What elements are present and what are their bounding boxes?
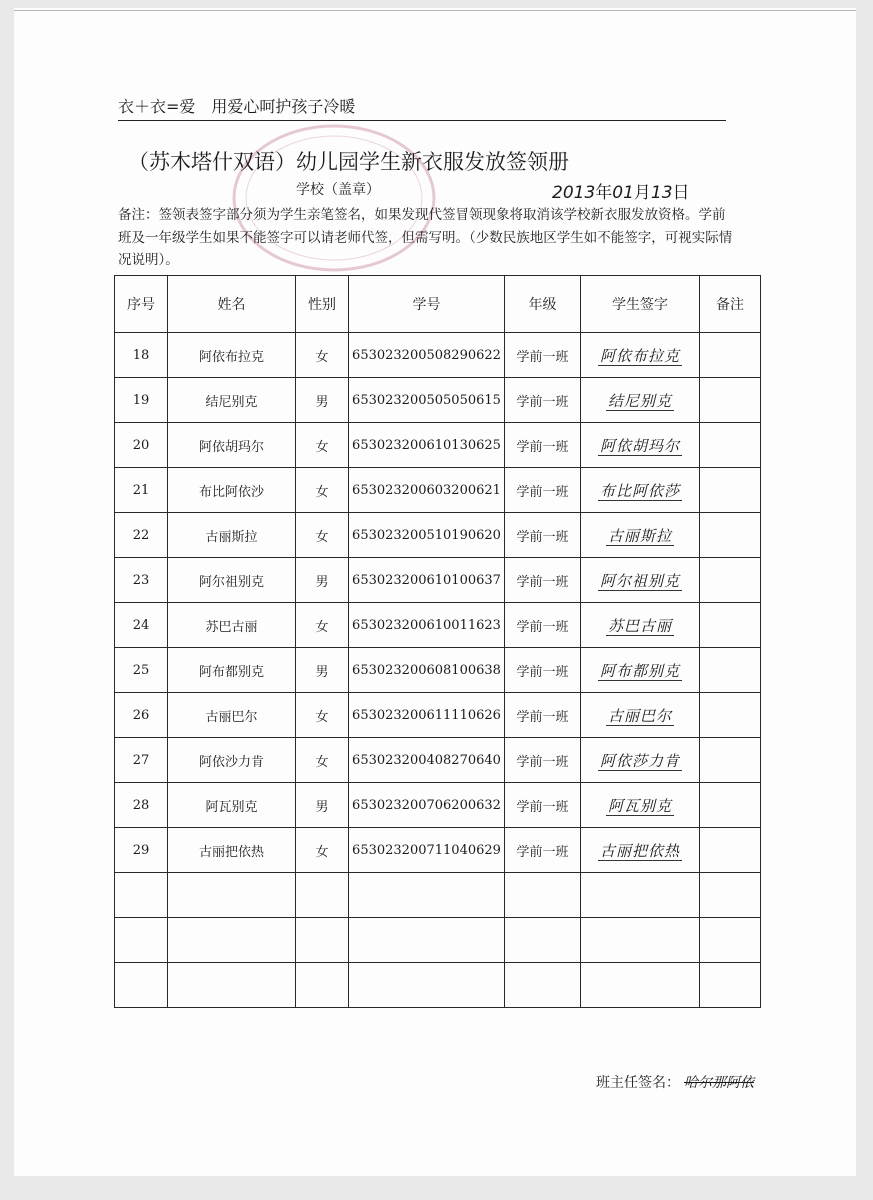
teacher-signature-label: 班主任签名： bbox=[596, 1075, 680, 1091]
table-row bbox=[115, 603, 761, 648]
student-name-cell: 阿依沙力肯 bbox=[168, 738, 296, 783]
student-id-cell: 653023200610130625 bbox=[349, 423, 505, 468]
table-row bbox=[115, 468, 761, 513]
remark-cell bbox=[700, 468, 761, 513]
grade-cell: 学前一班 bbox=[505, 648, 581, 693]
date-day: 13 bbox=[650, 183, 673, 203]
student-id-cell bbox=[349, 873, 505, 918]
table-row bbox=[115, 918, 761, 963]
row-index-cell bbox=[115, 963, 168, 1008]
gender-cell: 男 bbox=[296, 558, 349, 603]
date-year: 2013 bbox=[552, 183, 596, 203]
gender-cell: 女 bbox=[296, 513, 349, 558]
student-id-cell: 653023200505050615 bbox=[349, 378, 505, 423]
student-name-cell: 阿瓦别克 bbox=[168, 783, 296, 828]
student-id-cell: 653023200611110626 bbox=[349, 693, 505, 738]
student-name-cell bbox=[168, 918, 296, 963]
header-remark: 备注 bbox=[700, 276, 761, 333]
student-signature-cell bbox=[581, 738, 700, 783]
handwritten-signature: 阿尔祖别克 bbox=[599, 571, 680, 590]
student-signature-cell bbox=[581, 513, 700, 558]
row-index-cell: 29 bbox=[115, 828, 168, 873]
student-id-cell: 653023200706200632 bbox=[349, 783, 505, 828]
remark-cell bbox=[700, 603, 761, 648]
student-id-cell: 653023200610100637 bbox=[349, 558, 505, 603]
table-row bbox=[115, 738, 761, 783]
grade-cell: 学前一班 bbox=[505, 783, 581, 828]
table-row bbox=[115, 333, 761, 378]
student-name-cell: 阿依布拉克 bbox=[168, 333, 296, 378]
remark-cell bbox=[700, 648, 761, 693]
row-index-cell: 19 bbox=[115, 378, 168, 423]
remark-cell bbox=[700, 873, 761, 918]
remark-cell bbox=[700, 828, 761, 873]
row-index-cell: 28 bbox=[115, 783, 168, 828]
date-month-unit: 月 bbox=[633, 183, 651, 203]
gender-cell: 女 bbox=[296, 468, 349, 513]
remark-cell bbox=[700, 738, 761, 783]
student-name-cell: 古丽巴尔 bbox=[168, 693, 296, 738]
student-id-cell: 653023200508290622 bbox=[349, 333, 505, 378]
student-signature-cell bbox=[581, 423, 700, 468]
grade-cell: 学前一班 bbox=[505, 333, 581, 378]
table-row bbox=[115, 558, 761, 603]
gender-cell: 女 bbox=[296, 828, 349, 873]
student-name-cell bbox=[168, 873, 296, 918]
grade-cell bbox=[505, 963, 581, 1008]
gender-cell bbox=[296, 873, 349, 918]
remark-cell bbox=[700, 423, 761, 468]
remark-cell bbox=[700, 693, 761, 738]
student-name-cell: 阿尔祖别克 bbox=[168, 558, 296, 603]
gender-cell bbox=[296, 918, 349, 963]
grade-cell: 学前一班 bbox=[505, 558, 581, 603]
remark-cell bbox=[700, 513, 761, 558]
table-header-row bbox=[115, 276, 761, 333]
handwritten-signature: 阿依布拉克 bbox=[599, 346, 680, 365]
roster-table bbox=[114, 275, 761, 1008]
handwritten-signature: 阿依胡玛尔 bbox=[599, 436, 680, 455]
row-index-cell: 26 bbox=[115, 693, 168, 738]
remark-cell bbox=[700, 558, 761, 603]
header-student-id: 学号 bbox=[349, 276, 505, 333]
remark-cell bbox=[700, 918, 761, 963]
gender-cell: 男 bbox=[296, 378, 349, 423]
table-row bbox=[115, 783, 761, 828]
gender-cell: 男 bbox=[296, 783, 349, 828]
row-index-cell: 21 bbox=[115, 468, 168, 513]
student-name-cell bbox=[168, 963, 296, 1008]
remark-cell bbox=[700, 963, 761, 1008]
student-id-cell: 653023200510190620 bbox=[349, 513, 505, 558]
table-row bbox=[115, 378, 761, 423]
student-id-cell bbox=[349, 963, 505, 1008]
row-index-cell: 24 bbox=[115, 603, 168, 648]
gender-cell: 女 bbox=[296, 738, 349, 783]
remark-cell bbox=[700, 333, 761, 378]
handwritten-signature: 古丽斯拉 bbox=[607, 526, 672, 545]
table-row bbox=[115, 873, 761, 918]
table-row bbox=[115, 513, 761, 558]
top-border-line bbox=[14, 10, 856, 11]
student-name-cell: 苏巴古丽 bbox=[168, 603, 296, 648]
header-name: 姓名 bbox=[168, 276, 296, 333]
grade-cell: 学前一班 bbox=[505, 423, 581, 468]
handwritten-signature: 阿布都别克 bbox=[599, 661, 680, 680]
gender-cell: 女 bbox=[296, 603, 349, 648]
student-signature-cell bbox=[581, 828, 700, 873]
row-index-cell bbox=[115, 873, 168, 918]
school-seal-label: 学校（盖章） bbox=[296, 182, 380, 198]
date-year-unit: 年 bbox=[595, 183, 613, 203]
grade-cell: 学前一班 bbox=[505, 828, 581, 873]
grade-cell: 学前一班 bbox=[505, 468, 581, 513]
handwritten-signature: 古丽巴尔 bbox=[607, 706, 672, 725]
student-id-cell: 653023200603200621 bbox=[349, 468, 505, 513]
teacher-signature-line bbox=[596, 1072, 754, 1092]
grade-cell: 学前一班 bbox=[505, 693, 581, 738]
student-signature-cell bbox=[581, 648, 700, 693]
table-row bbox=[115, 423, 761, 468]
student-id-cell: 653023200610011623 bbox=[349, 603, 505, 648]
table-row bbox=[115, 693, 761, 738]
date-month: 01 bbox=[612, 183, 634, 203]
student-id-cell: 653023200711040629 bbox=[349, 828, 505, 873]
grade-cell: 学前一班 bbox=[505, 738, 581, 783]
student-signature-cell bbox=[581, 783, 700, 828]
table-row bbox=[115, 648, 761, 693]
gender-cell bbox=[296, 963, 349, 1008]
student-id-cell: 653023200408270640 bbox=[349, 738, 505, 783]
student-name-cell: 古丽把依热 bbox=[168, 828, 296, 873]
gender-cell: 女 bbox=[296, 423, 349, 468]
student-name-cell: 结尼别克 bbox=[168, 378, 296, 423]
teacher-signature: 哈尔那阿依 bbox=[684, 1075, 754, 1091]
student-signature-cell bbox=[581, 468, 700, 513]
student-id-cell bbox=[349, 918, 505, 963]
gender-cell: 女 bbox=[296, 693, 349, 738]
grade-cell: 学前一班 bbox=[505, 603, 581, 648]
student-name-cell: 布比阿依沙 bbox=[168, 468, 296, 513]
document-page bbox=[14, 8, 856, 1176]
student-signature-cell bbox=[581, 963, 700, 1008]
header-signature: 学生签字 bbox=[581, 276, 700, 333]
student-signature-cell bbox=[581, 693, 700, 738]
page-title: （苏木塔什双语）幼儿园学生新衣服发放签领册 bbox=[128, 150, 569, 174]
student-name-cell: 阿布都别克 bbox=[168, 648, 296, 693]
remark-cell bbox=[700, 378, 761, 423]
student-name-cell: 阿依胡玛尔 bbox=[168, 423, 296, 468]
student-signature-cell bbox=[581, 603, 700, 648]
row-index-cell: 20 bbox=[115, 423, 168, 468]
grade-cell: 学前一班 bbox=[505, 513, 581, 558]
remark-cell bbox=[700, 783, 761, 828]
gender-cell: 女 bbox=[296, 333, 349, 378]
grade-cell: 学前一班 bbox=[505, 378, 581, 423]
table-row bbox=[115, 963, 761, 1008]
row-index-cell bbox=[115, 918, 168, 963]
student-signature-cell bbox=[581, 918, 700, 963]
slogan-underline bbox=[118, 120, 726, 121]
handwritten-signature: 古丽把依热 bbox=[599, 841, 680, 860]
header-grade: 年级 bbox=[505, 276, 581, 333]
slogan: 衣＋衣=爱 用爱心呵护孩子冷暖 bbox=[118, 97, 356, 116]
student-signature-cell bbox=[581, 558, 700, 603]
row-index-cell: 27 bbox=[115, 738, 168, 783]
student-signature-cell bbox=[581, 333, 700, 378]
handwritten-signature: 结尼别克 bbox=[607, 391, 672, 410]
student-name-cell: 古丽斯拉 bbox=[168, 513, 296, 558]
row-index-cell: 23 bbox=[115, 558, 168, 603]
row-index-cell: 22 bbox=[115, 513, 168, 558]
student-id-cell: 653023200608100638 bbox=[349, 648, 505, 693]
date-day-unit: 日 bbox=[672, 183, 690, 203]
instructions-note: 备注：签领表签字部分须为学生亲笔签名，如果发现代签冒领现象将取消该学校新衣服发放资格。学前班及一年级学生如果不能签字可以请老师代签，但需写明。（少数民族地区学生如不能签字，可视实际情况说明）。 bbox=[118, 207, 733, 268]
row-index-cell: 18 bbox=[115, 333, 168, 378]
handwritten-date bbox=[552, 178, 690, 203]
handwritten-signature: 布比阿依莎 bbox=[599, 481, 680, 500]
header-index: 序号 bbox=[115, 276, 168, 333]
table-row bbox=[115, 828, 761, 873]
header-gender: 性别 bbox=[296, 276, 349, 333]
row-index-cell: 25 bbox=[115, 648, 168, 693]
grade-cell bbox=[505, 918, 581, 963]
handwritten-signature: 阿依莎力肯 bbox=[599, 751, 680, 770]
student-signature-cell bbox=[581, 873, 700, 918]
gender-cell: 男 bbox=[296, 648, 349, 693]
handwritten-signature: 苏巴古丽 bbox=[607, 616, 672, 635]
grade-cell bbox=[505, 873, 581, 918]
student-signature-cell bbox=[581, 378, 700, 423]
handwritten-signature: 阿瓦别克 bbox=[607, 796, 672, 815]
table-body bbox=[115, 333, 761, 1008]
